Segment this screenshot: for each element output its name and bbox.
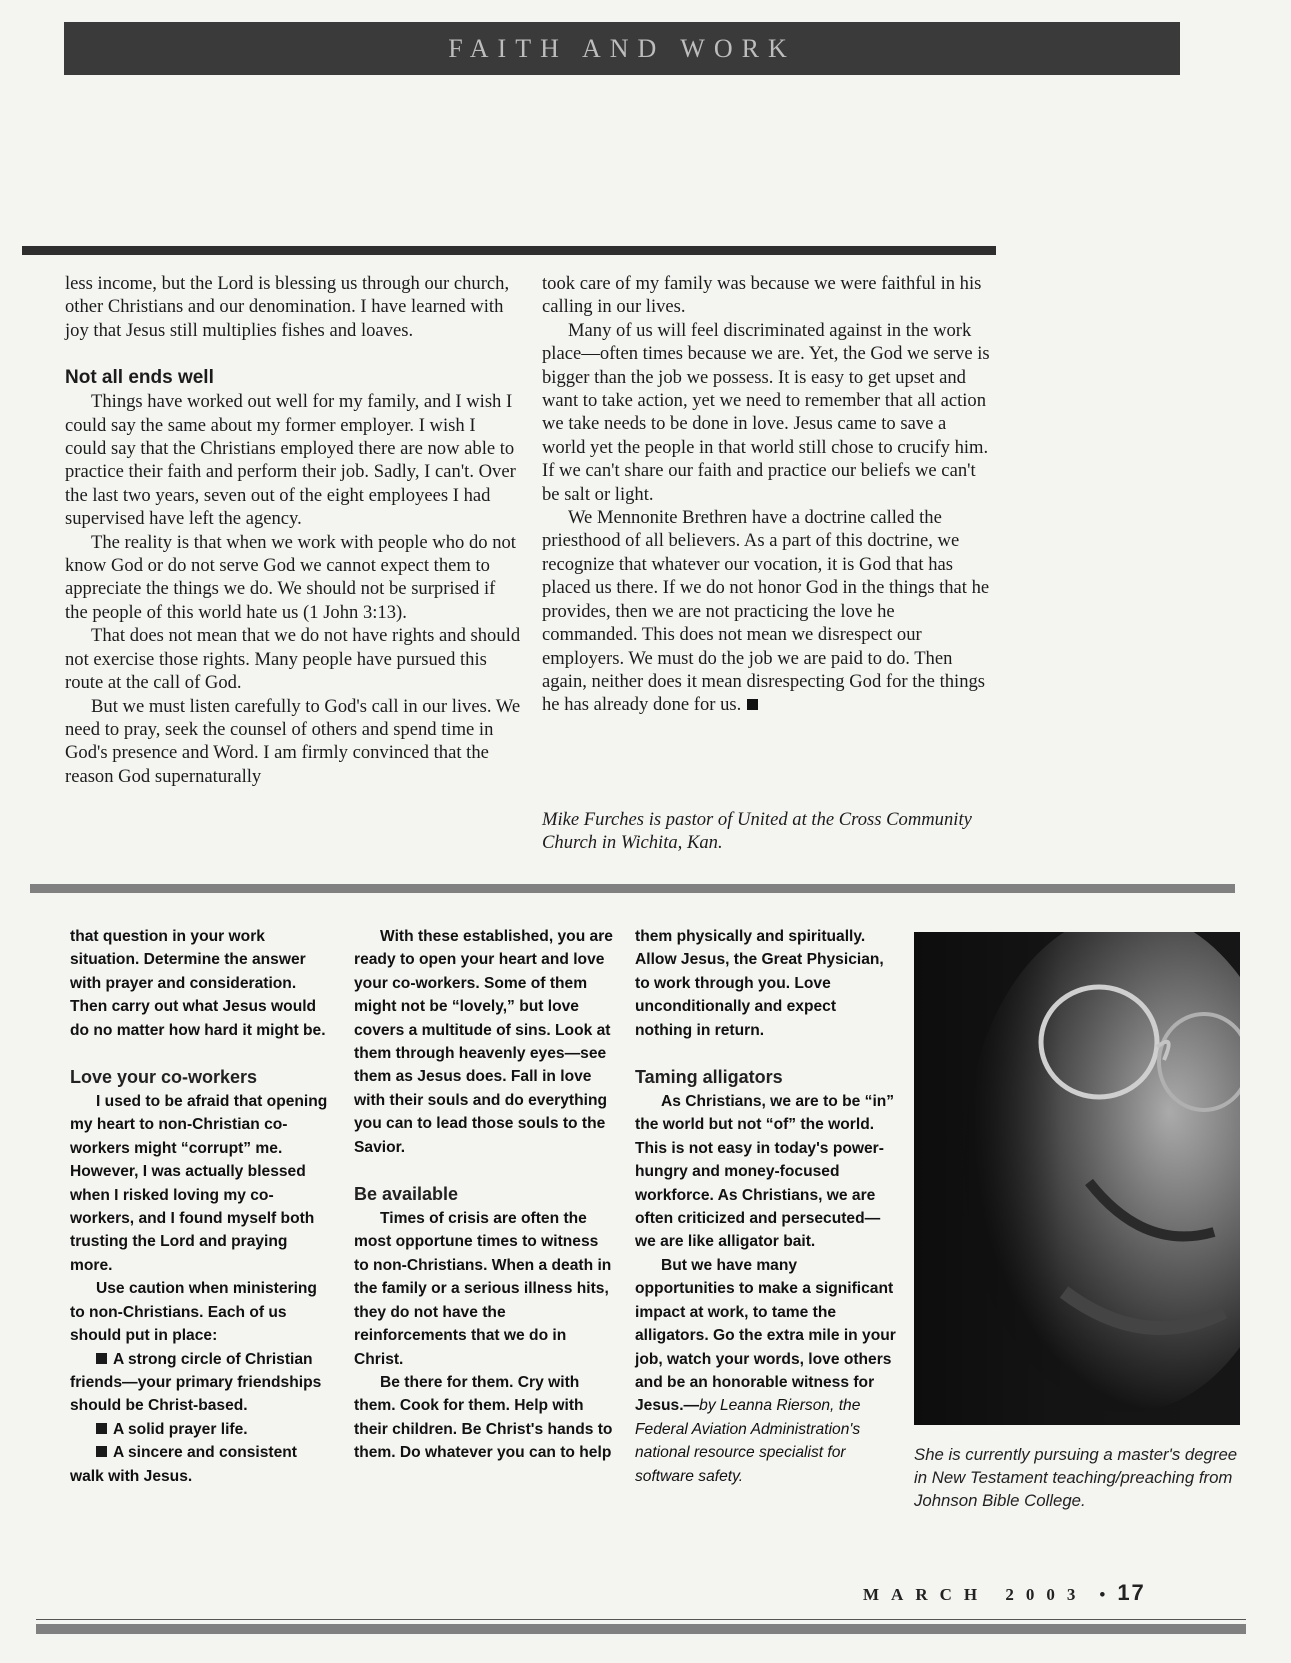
square-bullet-icon	[96, 1446, 107, 1457]
section-banner	[64, 22, 1180, 75]
end-mark-icon	[747, 699, 758, 710]
article-paragraph-text: We Mennonite Brethren have a doctrine called the priesthood of all believers. As a part of this doctrine, we recognize that whatever our vocation, it is God that has placed us there. If we do not honor God in the things that he provides, then we are not practicing the love he commanded. This does not mean we disrespect our employers. We must do the job we are paid to do. Then again, neither does it mean disrespecting God for the things he has already done for us.	[542, 507, 990, 716]
sidebar-paragraph: that question in your work situation. Determine the answer with prayer and consideration. Then carry out what Jesus would do no matter how hard it might be.	[70, 928, 326, 1039]
article-paragraph: Many of us will feel discriminated against in the work place—often times because we are. Yet, the God we serve is bigger than the job we possess. It is easy to get upset and want to take action, yet we need to remember that all action we take needs to be done in love. Jesus came to save a world yet the people in that world still chose to crucify him. If we can't share our faith and practice our beliefs we can't be salt or light.	[542, 319, 990, 505]
square-bullet-icon	[96, 1353, 107, 1364]
sidebar-column-3	[635, 925, 897, 1488]
sidebar-paragraph: I used to be afraid that opening my heart to non-Christian co-workers might “corrupt” me. However, I was actually blessed when I risked loving my co-workers, and I found myself both trusting the Lord and praying more.	[70, 1093, 328, 1274]
article-paragraph: less income, but the Lord is blessing us through our church, other Christians and our denomination. I have learned with joy that Jesus still multiplies fishes and loaves.	[65, 273, 510, 341]
article-paragraph: That does not mean that we do not have rights and should not exercise those rights. Many people have pursued this route at the call of God.	[65, 625, 521, 694]
sidebar-paragraph: With these established, you are ready to open your heart and love your co-workers. Some of them might not be “lovely,” but love covers a multitude of sins. Look at them through heavenly eyes—see them as Jesus does. Fall in love with their souls and do everything you can to lead those souls to the Savior.	[354, 928, 613, 1156]
bullet-text: A sincere and consistent walk with Jesus.	[70, 1444, 298, 1485]
page-footer	[863, 1580, 1183, 1606]
portrait-image	[914, 932, 1240, 1425]
sidebar-paragraph: Times of crisis are often the most opportune times to witness to non-Christians. When a death in the family or a serious illness hits, they do not have the reinforcements that we do in Christ.	[354, 1210, 612, 1368]
sidebar-subheading: Taming alligators	[635, 1067, 783, 1088]
top-divider	[22, 246, 996, 255]
bullet-item	[70, 1348, 332, 1418]
page-number: 17	[1117, 1580, 1146, 1605]
sidebar-paragraph-text: But we have many opportunities to make a significant impact at work, to tame the alligators. Go the extra mile in your job, watch your words, love others and be an honorable witness for Jesus.—	[635, 1256, 896, 1415]
article-subheading: Not all ends well	[65, 367, 214, 389]
bullet-text: A strong circle of Christian friends—your primary friendships should be Christ-based.	[70, 1350, 322, 1415]
article-paragraph: The reality is that when we work with people who do not know God or do not serve God we cannot expect them to appreciate the things we do. We should not be surprised if the people of this world hate us (1 John 3:13).	[65, 531, 516, 623]
article-column-1	[65, 272, 521, 788]
bottom-hairline	[36, 1619, 1246, 1620]
section-title: FAITH AND WORK	[448, 33, 796, 63]
bullet-item	[70, 1441, 332, 1488]
sidebar-subheading: Be available	[354, 1184, 459, 1205]
author-photo	[914, 932, 1240, 1425]
sidebar-paragraph: Use caution when ministering to non-Christians. Each of us should put in place:	[70, 1280, 317, 1345]
article-paragraph-final	[542, 506, 994, 717]
sidebar-paragraph: As Christians, we are to be “in” the world but not “of” the world. This is not easy in today's power-hungry and money-focused workforce. As Christians, we are often criticized and persecuted—we are like alligator bait.	[635, 1093, 895, 1251]
sidebar-subheading: Love your co-workers	[70, 1067, 258, 1088]
sidebar-paragraph-signed	[635, 1254, 897, 1488]
issue-date: MARCH 2003	[863, 1585, 1088, 1604]
bottom-divider	[36, 1624, 1246, 1634]
article-column-2	[542, 272, 994, 717]
sidebar-column-2	[354, 925, 614, 1465]
sidebar-column-1	[70, 925, 332, 1488]
square-bullet-icon	[96, 1423, 107, 1434]
photo-caption: She is currently pursuing a master's degree in New Testament teaching/preaching from Johnson Bible College.	[914, 1445, 1238, 1510]
author-credit: Mike Furches is pastor of United at the Cross Community Church in Wichita, Kan.	[542, 809, 972, 854]
middle-divider	[30, 884, 1235, 893]
article-paragraph: Things have worked out well for my family, and I wish I could say the same about my former employer. I wish I could say that the Christians employed there are now able to practice their faith and perform their job. Sadly, I can't. Over the last two years, seven out of the eight employees I had supervised have left the agency.	[65, 391, 516, 530]
bullet-item	[70, 1418, 332, 1441]
article-paragraph: But we must listen carefully to God's call in our lives. We need to pray, seek the counsel of others and spend time in God's presence and Word. I am firmly convinced that the reason God supernaturally	[65, 695, 521, 787]
bullet-text: A solid prayer life.	[113, 1420, 248, 1438]
sidebar-paragraph: them physically and spiritually. Allow Jesus, the Great Physician, to work through you. Love unconditionally and expect nothing in return.	[635, 928, 884, 1039]
sidebar-paragraph: Be there for them. Cry with them. Cook for them. Help with their children. Be Christ's hands to them. Do whatever you can to help	[354, 1373, 613, 1462]
article-paragraph: took care of my family was because we were faithful in his calling in our lives.	[542, 273, 982, 318]
bullet-separator-icon: •	[1099, 1585, 1106, 1604]
author-signature: by Leanna Rierson, the Federal Aviation Administration's national resource specialist for software safety.	[635, 1397, 861, 1485]
